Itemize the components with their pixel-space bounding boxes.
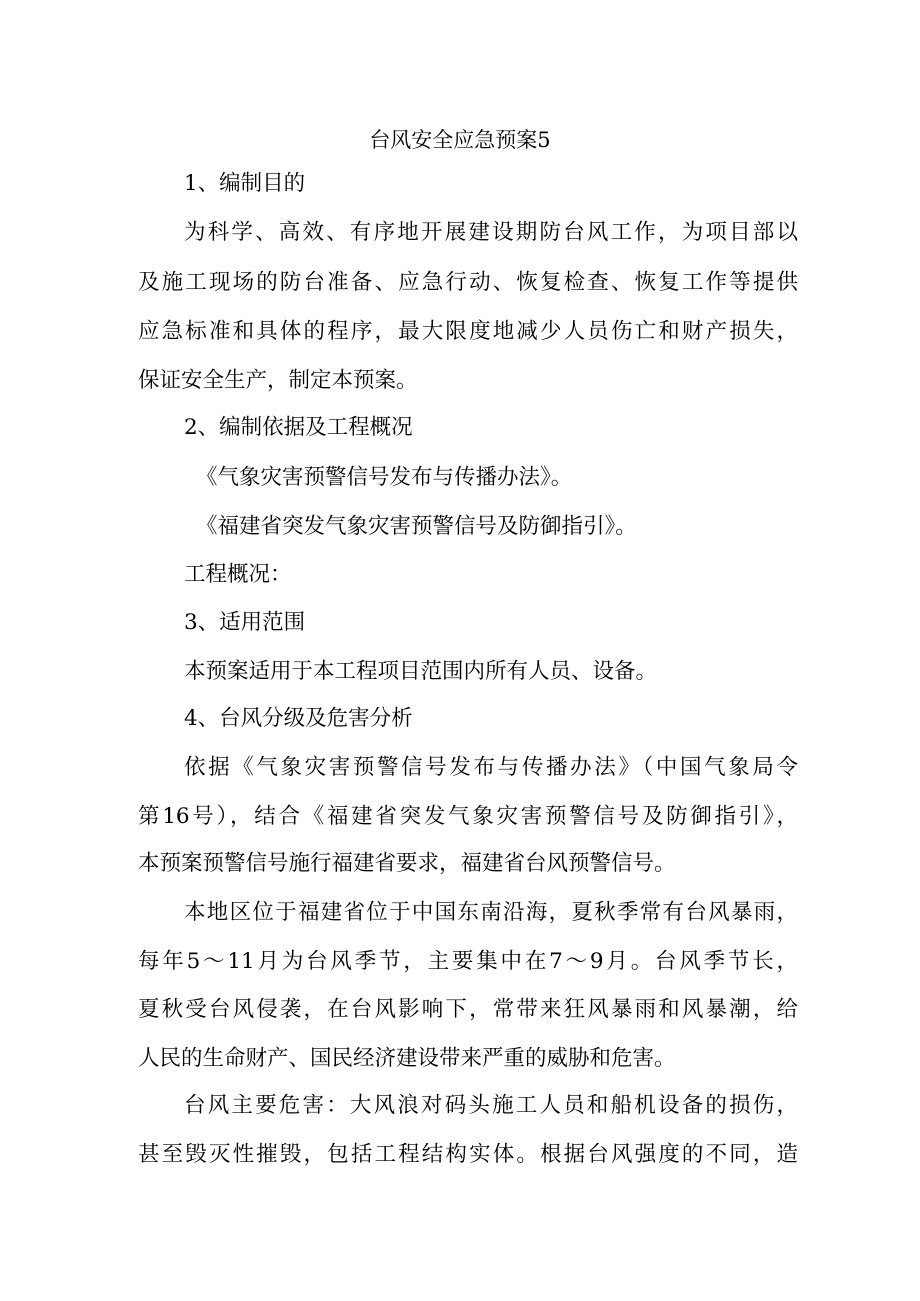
paragraph-line: 夏秋受台风侵袭，在台风影响下，常带来狂风暴雨和风暴潮，给: [138, 997, 798, 1022]
paragraph-line: 台风主要危害：大风浪对码头施工人员和船机设备的损伤，: [184, 1093, 798, 1118]
section-heading-2: 2、编制依据及工程概况: [184, 415, 413, 440]
paragraph-line: 人民的生命财产、国民经济建设带来严重的威胁和危害。: [138, 1046, 676, 1071]
paragraph-line: 保证安全生产，制定本预案。: [138, 368, 418, 393]
paragraph-line: 本预案预警信号施行福建省要求，福建省台风预警信号。: [138, 851, 676, 876]
paragraph-line: 及施工现场的防台准备、应急行动、恢复检查、恢复工作等提供: [138, 270, 798, 295]
paragraph-line: 每年5～11月为台风季节，主要集中在7～9月。台风季节长，: [138, 949, 798, 974]
section-heading-3: 3、适用范围: [184, 610, 306, 635]
project-overview-label: 工程概况：: [184, 562, 292, 587]
paragraph-line: 应急标准和具体的程序，最大限度地减少人员伤亡和财产损失，: [138, 319, 798, 344]
paragraph-line: 第16号），结合《福建省突发气象灾害预警信号及防御指引》，: [138, 804, 798, 829]
reference-line: 《福建省突发气象灾害预警信号及防御指引》。: [196, 514, 637, 539]
paragraph-line: 甚至毁灭性摧毁，包括工程结构实体。根据台风强度的不同，造: [138, 1142, 798, 1167]
paragraph-line: 为科学、高效、有序地开展建设期防台风工作，为项目部以: [184, 220, 798, 245]
document-title: 台风安全应急预案5: [369, 128, 551, 152]
section-heading-1: 1、编制目的: [184, 171, 306, 196]
section-heading-4: 4、台风分级及危害分析: [184, 706, 413, 731]
paragraph-line: 本预案适用于本工程项目范围内所有人员、设备。: [184, 659, 658, 684]
paragraph-line: 依据《气象灾害预警信号发布与传播办法》（中国气象局令: [184, 755, 798, 780]
paragraph-line: 本地区位于福建省位于中国东南沿海，夏秋季常有台风暴雨，: [184, 900, 798, 925]
reference-line: 《气象灾害预警信号发布与传播办法》。: [196, 465, 573, 490]
